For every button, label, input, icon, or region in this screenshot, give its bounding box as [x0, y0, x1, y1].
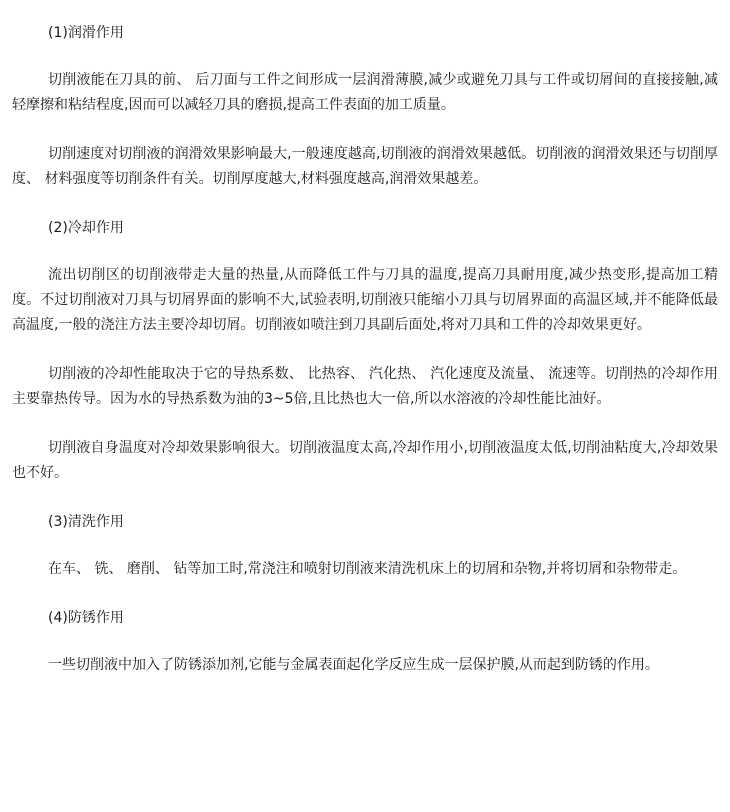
paragraph-rust-prevention: 一些切削液中加入了防锈添加剂,它能与金属表面起化学反应生成一层保护膜,从而起到防锈的作用。: [48, 657, 659, 673]
section-heading-cleaning: (3)清洗作用: [48, 514, 124, 530]
section-heading-lubrication: (1)润滑作用: [48, 25, 124, 41]
paragraph-cleaning: 在车、 铣、 磨削、 钻等加工时,常浇注和喷射切削液来清洗机床上的切屑和杂物,并将切屑和杂物带走。: [48, 561, 687, 577]
paragraph-cooling-performance: 切削液的冷却性能取决于它的导热系数、 比热容、 汽化热、 汽化速度及流量、 流速等。切削热的冷却作用主要靠热传导。因为水的导热系数为油的3~5倍,且比热也大一倍,所以水溶液的冷却性能比油好。: [12, 366, 718, 407]
paragraph-cooling-heat: 流出切削区的切削液带走大量的热量,从而降低工件与刀具的温度,提高刀具耐用度,减少热变形,提高加工精度。不过切削液对刀具与切屑界面的影响不大,试验表明,切削液只能缩小刀具与切屑界面的高温区域,并不能降低最高温度,一般的浇注方法主要冷却切屑。切削液如喷注到刀具副后面处,将对刀具和工件的冷却效果更好。: [12, 267, 718, 333]
document-body: [12, 21, 718, 678]
paragraph-cooling-temperature: 切削液自身温度对冷却效果影响很大。切削液温度太高,冷却作用小,切削液温度太低,切削油粘度大,冷却效果也不好。: [12, 440, 718, 481]
paragraph-lubrication-film: 切削液能在刀具的前、 后刀面与工件之间形成一层润滑薄膜,减少或避免刀具与工件或切屑间的直接接触,减轻摩擦和粘结程度,因而可以减轻刀具的磨损,提高工件表面的加工质量。: [12, 72, 718, 113]
section-heading-cooling: (2)冷却作用: [48, 220, 124, 236]
section-heading-rust-prevention: (4)防锈作用: [48, 610, 124, 626]
paragraph-lubrication-speed: 切削速度对切削液的润滑效果影响最大,一般速度越高,切削液的润滑效果越低。切削液的润滑效果还与切削厚度、 材料强度等切削条件有关。切削厚度越大,材料强度越高,润滑效果越差。: [12, 146, 718, 187]
